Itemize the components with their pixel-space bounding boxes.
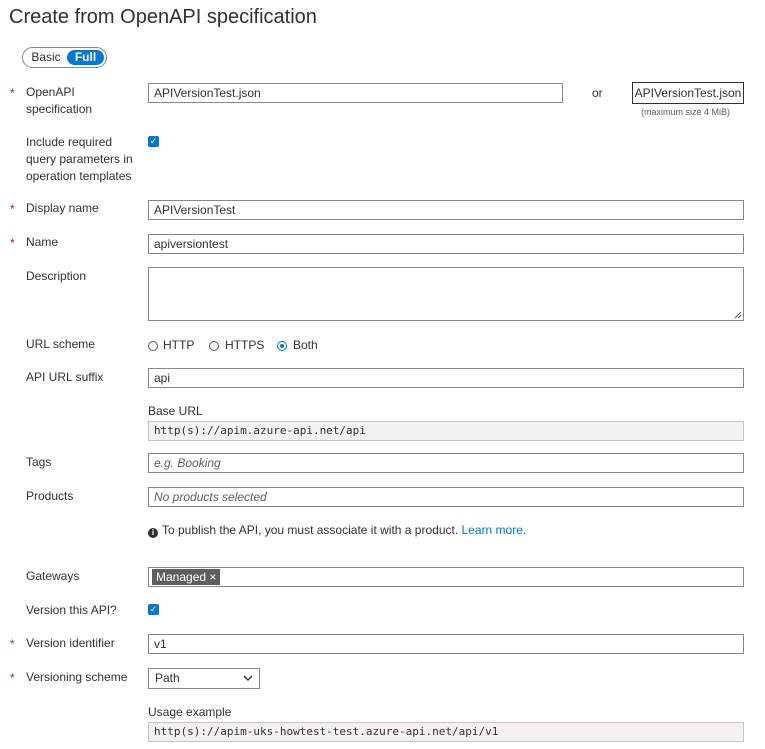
or-text: or	[592, 86, 603, 100]
gateways-label: Gateways	[26, 569, 80, 583]
products-info	[148, 523, 526, 538]
base-url-display: http(s)://apim.azure-api.net/api	[148, 421, 744, 441]
tags-label: Tags	[26, 455, 52, 469]
gateway-tag	[152, 569, 220, 585]
page-title: Create from OpenAPI specification	[9, 6, 317, 28]
required-marker: *	[10, 86, 15, 100]
name-label: Name	[26, 235, 59, 249]
description-label: Description	[26, 269, 87, 283]
mode-full-option[interactable]: Full	[67, 50, 104, 65]
versioning-scheme-value: Path	[155, 671, 180, 685]
openapi-url-input[interactable]: APIVersionTest.json	[148, 83, 563, 103]
required-marker: *	[10, 671, 15, 685]
learn-more-link[interactable]: Learn more.	[461, 523, 527, 537]
gateways-input[interactable]	[148, 567, 744, 587]
required-marker: *	[10, 236, 15, 250]
radio-https-label: HTTPS	[225, 338, 265, 352]
version-identifier-label: Version identifier	[26, 636, 115, 650]
required-marker: *	[10, 202, 15, 216]
display-name-input[interactable]: APIVersionTest	[148, 200, 744, 220]
version-api-label: Version this API?	[26, 603, 117, 617]
gateway-tag-remove-icon[interactable]: ×	[209, 570, 217, 584]
display-name-label: Display name	[26, 201, 99, 215]
chevron-down-icon	[243, 675, 253, 681]
products-label: Products	[26, 489, 74, 503]
radio-http-label: HTTP	[163, 338, 195, 352]
version-api-checkbox[interactable]: ✓	[149, 604, 158, 614]
api-url-suffix-input[interactable]: api	[148, 368, 744, 388]
openapi-label: OpenAPI specification	[26, 85, 93, 116]
mode-toggle[interactable]	[22, 47, 107, 68]
required-marker: *	[10, 637, 15, 651]
name-input[interactable]: apiversiontest	[148, 234, 744, 254]
radio-https[interactable]	[209, 341, 219, 351]
radio-http[interactable]	[148, 341, 158, 351]
include-query-checkbox[interactable]: ✓	[149, 136, 158, 146]
usage-example-label: Usage example	[148, 705, 232, 719]
products-info-text: To publish the API, you must associate it with a product.	[162, 523, 459, 537]
url-scheme-label: URL scheme	[26, 337, 95, 351]
products-input[interactable]: No products selected	[148, 487, 744, 507]
description-textarea[interactable]	[148, 267, 744, 321]
select-file-button[interactable]: APIVersionTest.json	[632, 82, 744, 104]
api-url-suffix-label: API URL suffix	[26, 370, 104, 384]
radio-both[interactable]	[277, 341, 287, 351]
version-identifier-input[interactable]: v1	[148, 634, 744, 654]
usage-example-display: http(s)://apim-uks-howtest-test.azure-api.net/api/v1	[148, 722, 744, 742]
gateway-tag-label: Managed	[156, 570, 207, 584]
versioning-scheme-select[interactable]	[148, 668, 260, 689]
versioning-scheme-label: Versioning scheme	[26, 670, 128, 684]
mode-basic-option[interactable]: Basic	[31, 50, 61, 64]
radio-both-label: Both	[293, 338, 318, 352]
resize-handle-icon[interactable]	[734, 311, 742, 319]
tags-input[interactable]: e.g. Booking	[148, 453, 744, 473]
base-url-label: Base URL	[148, 404, 203, 418]
max-size-note: (maximum size 4 MiB)	[641, 107, 731, 117]
include-query-label: Include required query parameters in operation templates	[26, 135, 133, 183]
info-icon: i	[148, 528, 158, 538]
